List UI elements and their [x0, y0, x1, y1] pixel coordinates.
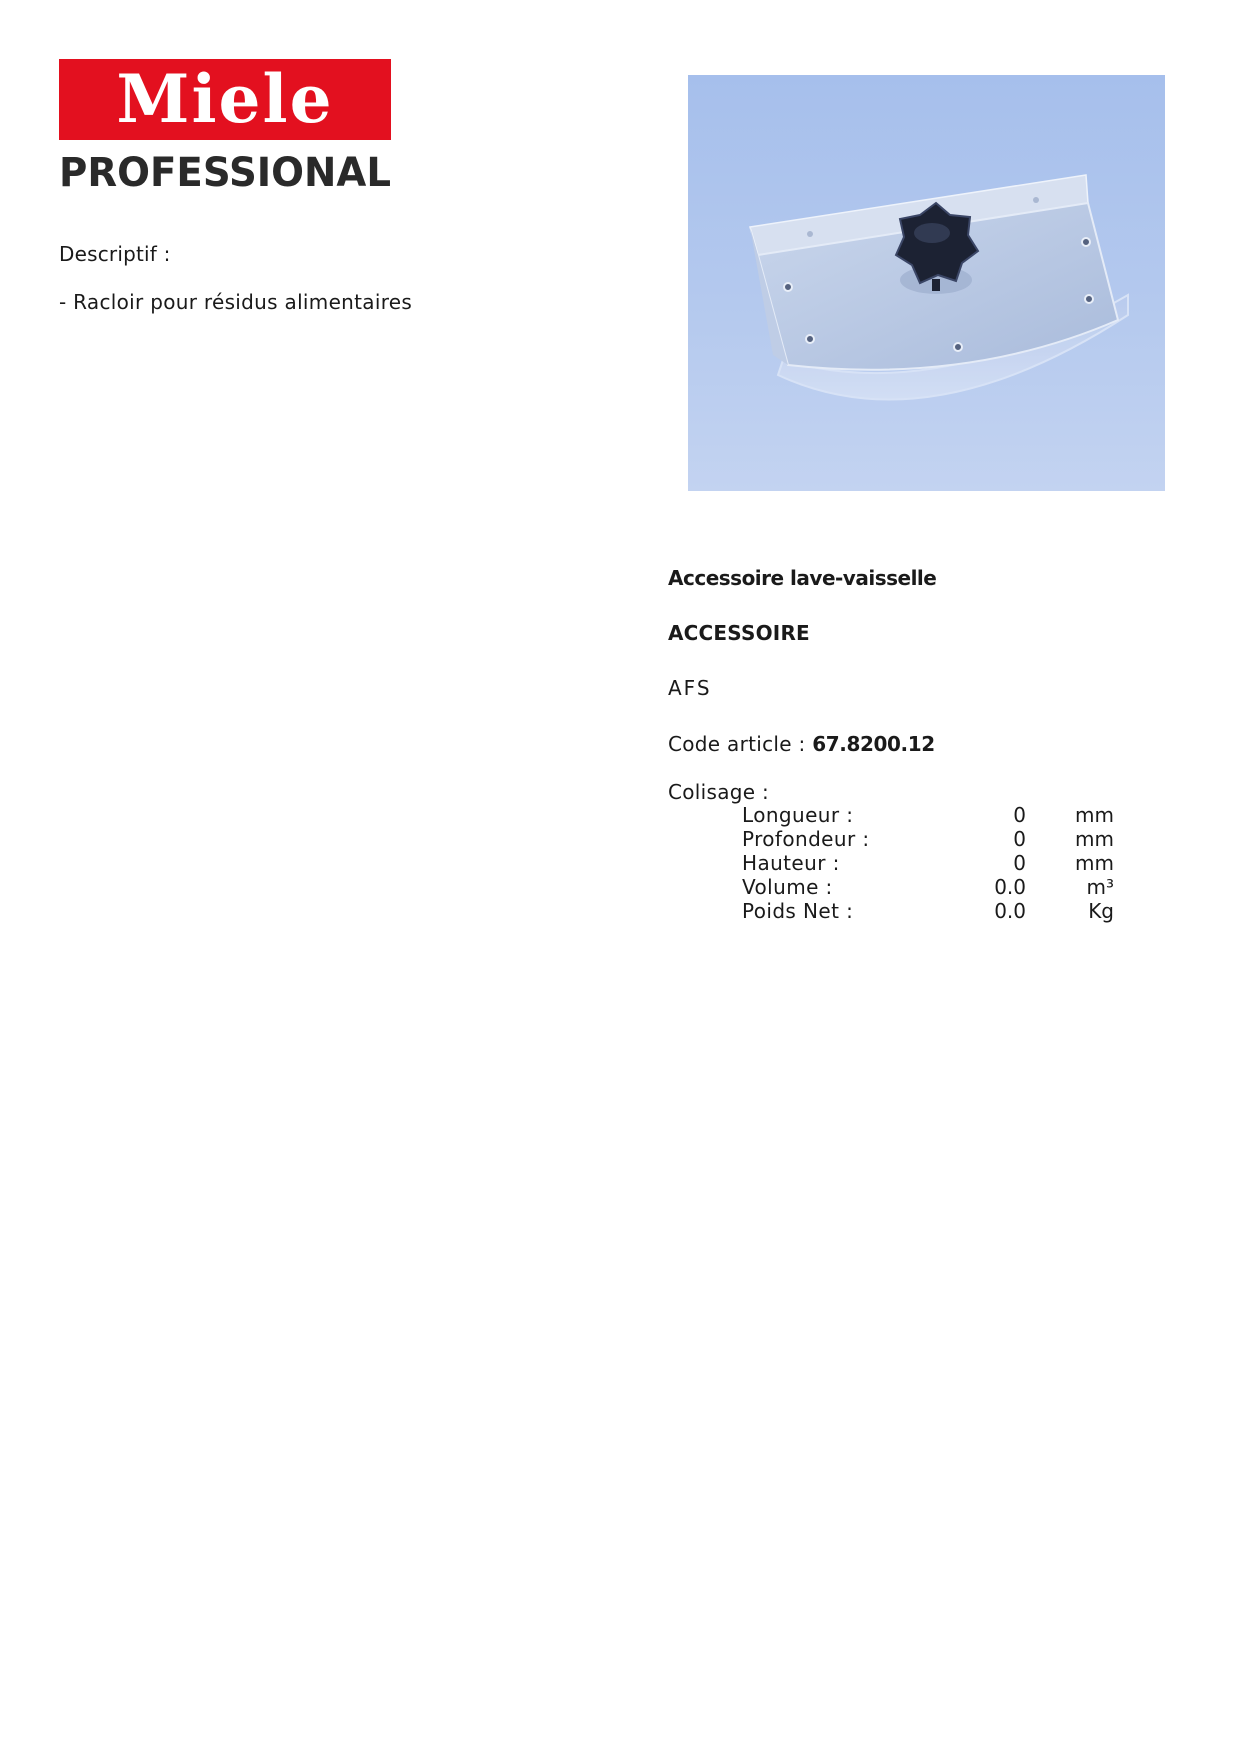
packaging-row-label: Volume : — [742, 875, 833, 899]
packaging-row-value: 0.0 — [994, 875, 1026, 899]
packaging-row-volume — [0, 875, 1240, 899]
packaging-row-height — [0, 851, 1240, 875]
article-code-value: 67.8200.12 — [812, 732, 935, 756]
food-scraper-photo — [688, 75, 1165, 491]
packaging-row-value: 0 — [1013, 803, 1026, 827]
packaging-row-unit: mm — [1075, 803, 1114, 827]
logo-tagline: PROFESSIONAL — [59, 150, 391, 193]
packaging-row-unit: Kg — [1088, 899, 1114, 923]
packaging-row-label: Poids Net : — [742, 899, 854, 923]
packaging-row-label: Profondeur : — [742, 827, 870, 851]
article-code — [668, 732, 935, 756]
product-category: Accessoire lave-vaisselle — [668, 566, 937, 590]
packaging-label: Colisage : — [668, 780, 770, 804]
product-brand-code: AFS — [668, 676, 712, 700]
packaging-row-label: Hauteur : — [742, 851, 840, 875]
packaging-row-value: 0 — [1013, 827, 1026, 851]
packaging-row-weight — [0, 899, 1240, 923]
packaging-row-unit: mm — [1075, 827, 1114, 851]
packaging-row-unit: m³ — [1086, 875, 1114, 899]
product-type: ACCESSOIRE — [668, 621, 810, 645]
packaging-row-value: 0.0 — [994, 899, 1026, 923]
description-item: - Racloir pour résidus alimentaires — [59, 290, 413, 314]
brand-logo — [59, 59, 391, 193]
packaging-row-length — [0, 803, 1240, 827]
logo-wordmark: Miele — [116, 60, 334, 138]
description-label: Descriptif : — [59, 242, 171, 266]
packaging-row-unit: mm — [1075, 851, 1114, 875]
packaging-row-label: Longueur : — [742, 803, 854, 827]
packaging-row-value: 0 — [1013, 851, 1026, 875]
packaging-row-depth — [0, 827, 1240, 851]
article-code-label: Code article : — [668, 732, 813, 756]
